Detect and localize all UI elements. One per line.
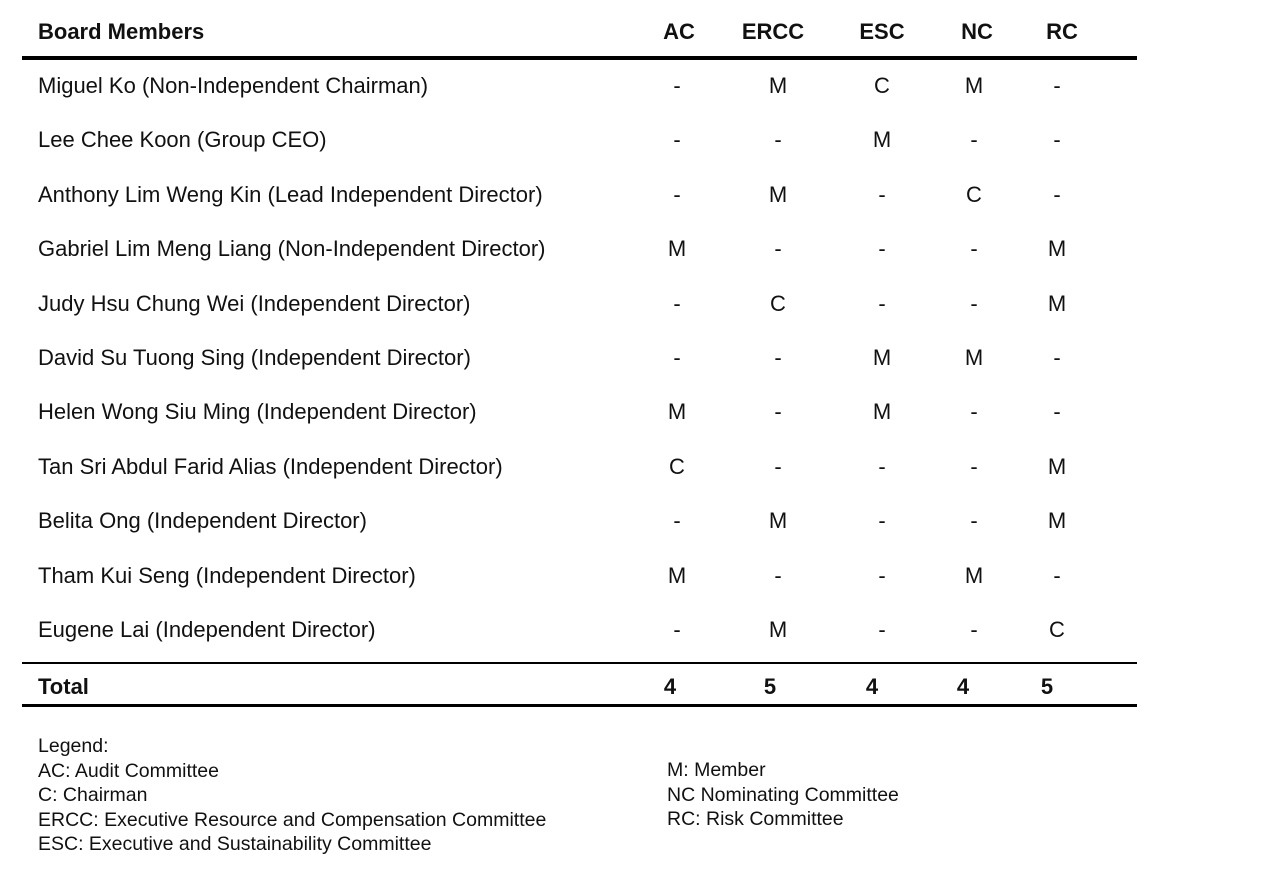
total-esc: 4: [865, 674, 879, 699]
header-ac: AC: [663, 19, 695, 44]
table-header: [22, 0, 1137, 60]
cell-esc: M: [872, 127, 892, 153]
cell-nc: -: [970, 399, 978, 425]
table-row: [22, 223, 1137, 277]
cell-rc: -: [1053, 127, 1061, 153]
member-name: Helen Wong Siu Ming (Independent Director): [38, 399, 477, 425]
cell-ercc: M: [768, 181, 788, 207]
table-row: [22, 386, 1137, 440]
cell-nc: -: [970, 290, 978, 316]
cell-ercc: -: [774, 236, 782, 262]
member-name: Miguel Ko (Non-Independent Chairman): [38, 73, 429, 98]
cell-ac: -: [673, 290, 681, 316]
header-board-members: Board Members: [38, 19, 205, 44]
cell-esc: -: [878, 236, 886, 262]
cell-ac: -: [673, 73, 681, 98]
cell-nc: M: [964, 344, 984, 370]
table-row: [22, 550, 1137, 604]
header-esc: ESC: [859, 19, 905, 44]
cell-ercc: -: [774, 453, 782, 479]
table-row: [22, 60, 1137, 114]
cell-ercc: -: [774, 127, 782, 153]
cell-ac: M: [667, 562, 687, 588]
table-row: [22, 495, 1137, 549]
member-name: Lee Chee Koon (Group CEO): [38, 127, 327, 153]
cell-nc: -: [970, 616, 978, 642]
legend-right: [667, 758, 899, 832]
cell-nc: -: [970, 127, 978, 153]
cell-nc: M: [964, 562, 984, 588]
cell-rc: M: [1047, 508, 1067, 534]
header-nc: NC: [961, 19, 993, 44]
legend-item: RC: Risk Committee: [667, 808, 844, 830]
cell-esc: C: [874, 73, 890, 98]
legend-item: NC Nominating Committee: [667, 783, 899, 806]
total-ac: 4: [663, 674, 677, 699]
table-row: [22, 114, 1137, 168]
member-name: Gabriel Lim Meng Liang (Non-Independent Director): [38, 236, 546, 262]
cell-ercc: C: [770, 290, 786, 316]
cell-nc: C: [966, 181, 982, 207]
cell-esc: -: [878, 508, 886, 534]
table-body: [22, 60, 1137, 658]
cell-rc: -: [1053, 181, 1061, 207]
cell-ac: -: [673, 616, 681, 642]
legend-item: ERCC: Executive Resource and Compensation Committee: [38, 808, 547, 831]
cell-esc: -: [878, 616, 886, 642]
header-rc: RC: [1046, 19, 1078, 44]
cell-rc: -: [1053, 562, 1061, 588]
cell-rc: -: [1053, 399, 1061, 425]
cell-ac: M: [667, 236, 687, 262]
legend-item: M: Member: [667, 759, 766, 781]
member-name: Judy Hsu Chung Wei (Independent Director): [38, 290, 471, 316]
cell-rc: M: [1047, 290, 1067, 316]
member-name: David Su Tuong Sing (Independent Director): [38, 344, 471, 370]
cell-rc: M: [1047, 453, 1067, 479]
member-name: Anthony Lim Weng Kin (Lead Independent Director): [38, 181, 543, 207]
board-committee-table: [22, 0, 1137, 658]
header-ercc: ERCC: [741, 19, 805, 44]
cell-nc: M: [964, 73, 984, 98]
cell-ercc: -: [774, 399, 782, 425]
cell-ac: -: [673, 181, 681, 207]
cell-rc: -: [1053, 344, 1061, 370]
cell-esc: -: [878, 453, 886, 479]
cell-ercc: M: [768, 616, 788, 642]
cell-esc: M: [872, 399, 892, 425]
legend-title: Legend:: [38, 735, 109, 757]
cell-rc: M: [1047, 236, 1067, 262]
member-name: Tham Kui Seng (Independent Director): [38, 562, 416, 588]
table-row: [22, 169, 1137, 223]
table-row: [22, 332, 1137, 386]
total-row: [22, 662, 1137, 707]
cell-esc: M: [872, 344, 892, 370]
legend-item: ESC: Executive and Sustainability Committee: [38, 833, 432, 855]
cell-ercc: M: [768, 73, 788, 98]
cell-ac: -: [673, 127, 681, 153]
cell-ercc: -: [774, 562, 782, 588]
table-row: [22, 278, 1137, 332]
member-name: Belita Ong (Independent Director): [38, 508, 367, 534]
legend-item: C: Chairman: [38, 784, 148, 806]
member-name: Eugene Lai (Independent Director): [38, 616, 376, 642]
cell-ac: M: [667, 399, 687, 425]
cell-nc: -: [970, 236, 978, 262]
cell-ercc: M: [768, 508, 788, 534]
cell-esc: -: [878, 290, 886, 316]
table-row: [22, 441, 1137, 495]
cell-rc: C: [1049, 616, 1065, 642]
member-name: Tan Sri Abdul Farid Alias (Independent Director): [38, 453, 503, 479]
table-row: [22, 604, 1137, 658]
legend-item: AC: Audit Committee: [38, 759, 219, 782]
cell-ac: -: [673, 344, 681, 370]
cell-esc: -: [878, 562, 886, 588]
legend-left: [38, 734, 546, 857]
total-rc: 5: [1040, 674, 1054, 699]
cell-ercc: -: [774, 344, 782, 370]
total-ercc: 5: [763, 674, 777, 699]
cell-nc: -: [970, 453, 978, 479]
total-nc: 4: [956, 674, 970, 699]
cell-ac: C: [669, 453, 685, 479]
cell-rc: -: [1053, 73, 1061, 98]
cell-nc: -: [970, 508, 978, 534]
cell-esc: -: [878, 181, 886, 207]
total-label: Total: [38, 674, 89, 699]
cell-ac: -: [673, 508, 681, 534]
